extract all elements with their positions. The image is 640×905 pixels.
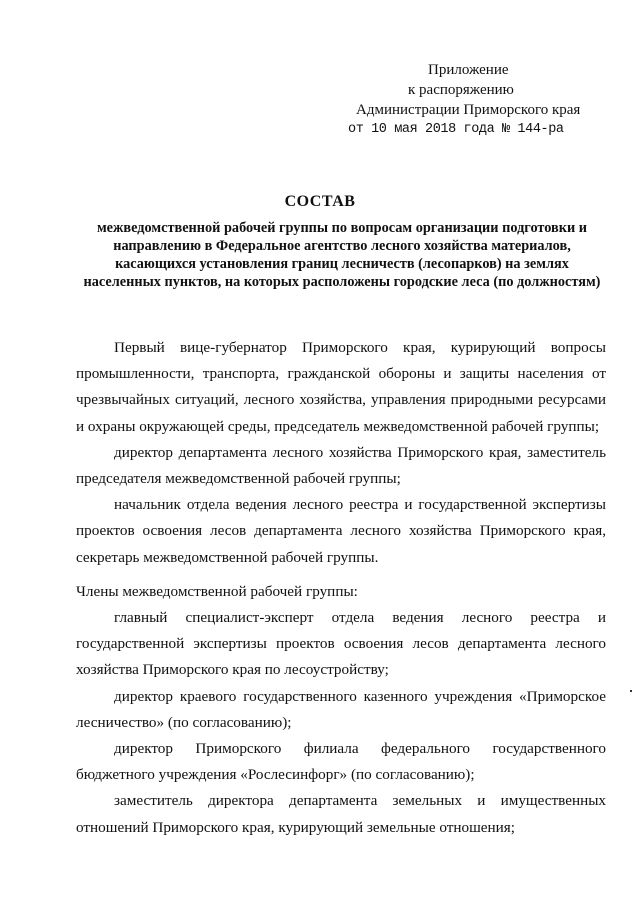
appendix-order-ref: к распоряжению — [408, 82, 514, 98]
appendix-date-number: от 10 мая 2018 года № 144-ра — [348, 122, 564, 137]
paragraph-member-1: главный специалист-эксперт отдела ведения лесного реестра и государственной экспертизы проектов освоения лесов департамента лесного хозяйства Приморского края по лесоустройству; — [76, 609, 606, 679]
appendix-header — [348, 60, 628, 140]
appendix-issuer: Администрации Приморского края — [356, 102, 581, 118]
paragraph-member-4: заместитель директора департамента земельных и имущественных отношений Приморского края, курирующий земельные отношения; — [76, 792, 606, 836]
document-title: СОСТАВ — [284, 193, 356, 210]
document-body — [76, 335, 606, 841]
paragraph-chairman: Первый вице-губернатор Приморского края, курирующий вопросы промышленности, транспорта, гражданской обороны и защиты населения от чрезвычайных ситуаций, лесного хозяйства, управления природными ресурсами и охраны окружающей среды, председатель межведомственной рабочей группы; — [76, 339, 606, 435]
paragraph-member-3: директор Приморского филиала федерального государственного бюджетного учреждения «Рослесинфорг» (по согласованию); — [76, 740, 606, 784]
members-heading: Члены межведомственной рабочей группы: — [76, 582, 358, 600]
scan-speck — [630, 690, 632, 692]
appendix-label: Приложение — [428, 62, 509, 78]
paragraph-member-2: директор краевого государственного казенного учреждения «Приморское лесничество» (по согласованию); — [76, 687, 606, 731]
paragraph-secretary: начальник отдела ведения лесного реестра и государственной экспертизы проектов освоения лесов департамента лесного хозяйства Приморского края, секретарь межведомственной рабочей группы. — [76, 496, 606, 566]
document-subtitle: межведомственной рабочей группы по вопросам организации подготовки и направлению в Федеральное агентство лесного хозяйства материалов, касающихся установления границ лесничеств (лесопарков) на землях населенных пунктов, на которых расположены городские леса (по должностям) — [83, 220, 601, 290]
paragraph-deputy-chairman: директор департамента лесного хозяйства Приморского края, заместитель председателя межведомственной рабочей группы; — [76, 443, 606, 488]
